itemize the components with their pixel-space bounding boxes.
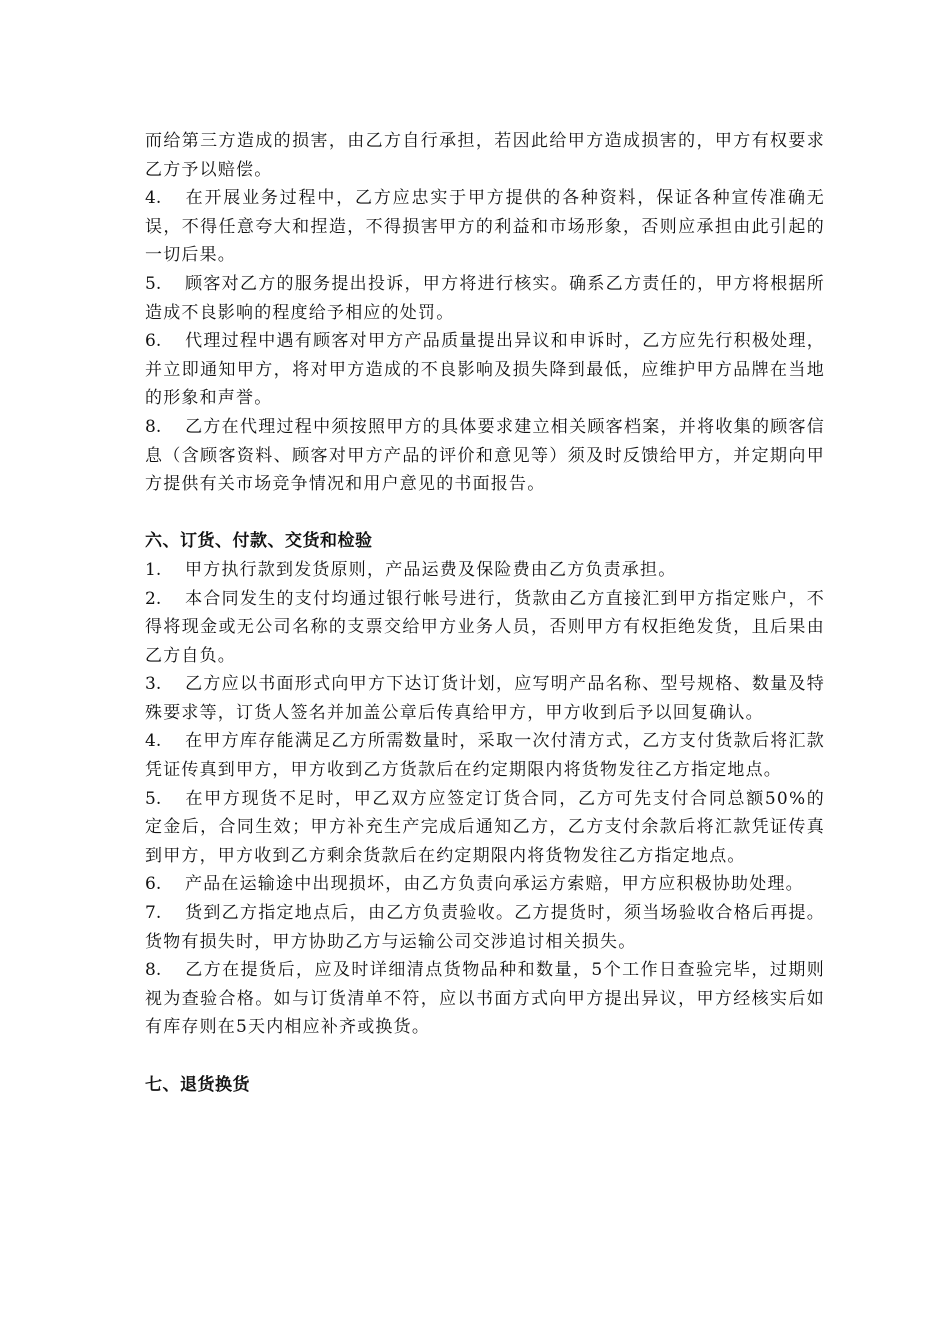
- clause-number: 1.: [145, 559, 162, 580]
- clause-text: 甲方执行款到发货原则，产品运费及保险费由乙方负责承担。: [185, 559, 677, 580]
- clause-6-8: [145, 956, 825, 1042]
- clause-number: 6.: [145, 874, 162, 895]
- clause-text: 在开展业务过程中，乙方应忠实于甲方提供的各种资料，保证各种宣传准确无误，不得任意夸大和捏造，不得损害甲方的利益和市场形象，否则应承担由此引起的一切后果。: [145, 188, 825, 266]
- clause-text: 在甲方现货不足时，甲乙双方应签定订货合同，乙方可先支付合同总额50%的定金后，合同生效；甲方补充生产完成后通知乙方，乙方支付余款后将汇款凭证传真到甲方，甲方收到乙方剩余货款后在约定期限内将货物发往乙方指定地点。: [145, 788, 825, 866]
- clause-text: 乙方在代理过程中须按照甲方的具体要求建立相关顾客档案，并将收集的顾客信息（含顾客资料、顾客对甲方产品的评价和意见等）须及时反馈给甲方，并定期向甲方提供有关市场竞争情况和用户意见的书面报告。: [145, 416, 825, 495]
- clause-number: 3.: [145, 674, 162, 695]
- clause-text: 乙方在提货后，应及时详细清点货物品种和数量，5个工作日查验完毕，过期则视为查验合格。如与订货清单不符，应以书面方式向甲方提出异议，甲方经核实后如有库存则在5天内相应补齐或换货。: [145, 960, 825, 1038]
- clause-text: 产品在运输途中出现损坏，由乙方负责向承运方索赔，甲方应积极协助处理。: [185, 874, 804, 895]
- clause-number: 4.: [145, 731, 162, 752]
- section-6-heading: 六、订货、付款、交货和检验: [145, 531, 373, 552]
- clause-6-4: [145, 727, 825, 784]
- clause-5-8: [145, 413, 825, 499]
- clause-6-3: [145, 670, 825, 727]
- clause-5-4: [145, 184, 825, 270]
- document-page: [145, 127, 825, 1099]
- clause-number: 6.: [145, 331, 162, 352]
- clause-text: 货到乙方指定地点后，由乙方负责验收。乙方提货时，须当场验收合格后再提。货物有损失时，甲方协助乙方与运输公司交涉追讨相关损失。: [145, 903, 825, 952]
- clause-text: 代理过程中遇有顾客对甲方产品质量提出异议和申诉时，乙方应先行积极处理，并立即通知甲方，将对甲方造成的不良影响及损失降到最低，应维护甲方品牌在当地的形象和声誉。: [145, 331, 825, 409]
- clause-5-5: [145, 270, 825, 327]
- clause-text: 顾客对乙方的服务提出投诉，甲方将进行核实。确系乙方责任的，甲方将根据所造成不良影响的程度给予相应的处罚。: [145, 273, 825, 323]
- clause-number: 8.: [145, 416, 162, 437]
- clause-6-7: [145, 899, 825, 956]
- clause-number: 5.: [145, 273, 162, 294]
- clause-text: 本合同发生的支付均通过银行帐号进行，货款由乙方直接汇到甲方指定账户，不得将现金或无公司名称的支票交给甲方业务人员，否则甲方有权拒绝发货，且后果由乙方自负。: [145, 588, 825, 666]
- clause-number: 2.: [145, 588, 162, 609]
- clause-number: 4.: [145, 188, 162, 209]
- clause-text: 乙方应以书面形式向甲方下达订货计划，应写明产品名称、型号规格、数量及特殊要求等，订货人签名并加盖公章后传真给甲方，甲方收到后予以回复确认。: [145, 674, 825, 723]
- clause-6-2: [145, 585, 825, 671]
- clause-number: 8.: [145, 960, 162, 981]
- clause-6-1: [145, 556, 825, 585]
- clause-5-6: [145, 327, 825, 413]
- clause-number: 5.: [145, 788, 162, 809]
- paragraph-continuation: 而给第三方造成的损害，由乙方自行承担，若因此给甲方造成损害的，甲方有权要求乙方予以赔偿。: [145, 131, 825, 180]
- section-7-heading: 七、退货换货: [145, 1074, 250, 1095]
- clause-text: 在甲方库存能满足乙方所需数量时，采取一次付清方式，乙方支付货款后将汇款凭证传真到甲方，甲方收到乙方货款后在约定期限内将货物发往乙方指定地点。: [145, 731, 825, 781]
- clause-6-5: [145, 785, 825, 871]
- clause-number: 7.: [145, 903, 162, 924]
- section-spacer: [145, 1042, 825, 1071]
- clause-6-6: [145, 870, 825, 899]
- section-spacer: [145, 499, 825, 528]
